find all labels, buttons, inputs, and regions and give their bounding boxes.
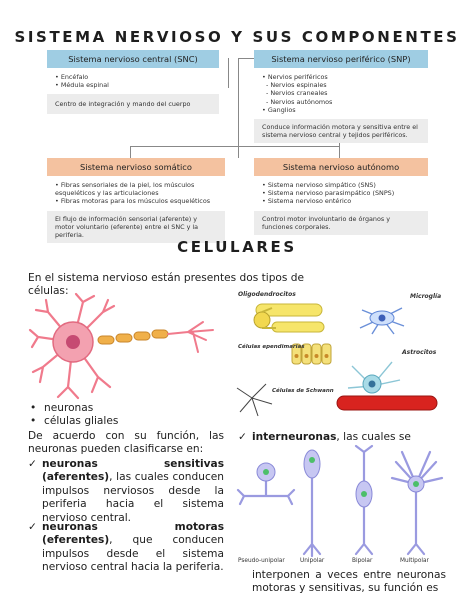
list-item: • Sistema nervioso parasimpático (SNPS) bbox=[262, 189, 428, 197]
section-title: CELULARES bbox=[177, 238, 297, 256]
glia-label-astro: Astrocitos bbox=[402, 349, 437, 356]
list-item: • células gliales bbox=[30, 415, 119, 427]
snc-card bbox=[47, 50, 219, 116]
connector-line bbox=[228, 58, 229, 88]
list-item: • Ganglios bbox=[262, 106, 428, 114]
somatico-note: El flujo de información sensorial (aferente) y motor voluntario (eferente) entre el SNC y la periferia. bbox=[47, 211, 225, 244]
autonomo-card bbox=[254, 158, 428, 236]
snp-card bbox=[254, 50, 428, 138]
list-item: • Sistema nervioso simpático (SNS) bbox=[262, 181, 428, 189]
somatico-card bbox=[47, 158, 225, 240]
inter-item bbox=[238, 431, 446, 444]
somatico-list bbox=[47, 176, 225, 206]
sensitivas-item bbox=[28, 458, 224, 525]
clasif-intro: De acuerdo con su función, las neuronas pueden clasificarse en: bbox=[28, 430, 224, 456]
snc-note: Centro de integración y mando del cuerpo bbox=[47, 94, 219, 114]
type-label: Pseudo-unipolar bbox=[238, 558, 285, 564]
inter-text: , las cuales se bbox=[336, 431, 411, 443]
somatico-header: Sistema nervioso somático bbox=[47, 158, 225, 176]
autonomo-list bbox=[254, 176, 428, 206]
checkmark-icon: ✓ bbox=[28, 521, 37, 533]
glia-label-micro: Microglía bbox=[410, 293, 442, 300]
autonomo-header: Sistema nervioso autónomo bbox=[254, 158, 428, 176]
list-item: • Nervios periféricos bbox=[262, 73, 428, 81]
sensitivas-label: neuronas sensitivas (aferentes) bbox=[42, 458, 224, 484]
bullet-glia: células gliales bbox=[44, 415, 119, 427]
list-item: • Sistema nervioso entérico bbox=[262, 197, 428, 205]
bullet-neuronas: neuronas bbox=[44, 402, 94, 414]
connector-line bbox=[130, 146, 340, 147]
motoras-text: , que conducen impulsos desde el sistema nervioso central hacia la periferia. bbox=[42, 534, 224, 574]
list-item: - Nervios autónomos bbox=[262, 98, 428, 106]
neuron-illustration bbox=[28, 292, 228, 402]
snp-list bbox=[254, 68, 428, 114]
type-label: Unipolar bbox=[300, 558, 325, 564]
glia-label-schwann: Células de Schwann bbox=[272, 388, 334, 394]
motoras-item bbox=[28, 521, 224, 575]
list-item: • Médula espinal bbox=[55, 81, 219, 89]
motoras-label: neuronas motoras (eferentes) bbox=[42, 521, 224, 547]
connector-line bbox=[238, 58, 239, 158]
inter-tail: interponen a veces entre neuronas motoras y sensitivas, su función es bbox=[252, 569, 446, 595]
intro-text: En el sistema nervioso están presentes dos tipos de células: bbox=[28, 272, 305, 298]
connector-line bbox=[130, 146, 131, 158]
checkmark-icon: ✓ bbox=[238, 431, 247, 443]
sensitivas-text: , las cuales conducen impulsos nerviosos desde la periferia hacia el sistema nervioso central. bbox=[42, 471, 224, 524]
glia-label-epend: Células ependimarias bbox=[238, 344, 305, 350]
list-item: • Fibras motoras para los músculos esqueléticos bbox=[55, 197, 225, 205]
glia-illustration bbox=[232, 288, 446, 420]
snc-header: Sistema nervioso central (SNC) bbox=[47, 50, 219, 68]
list-item: • Fibras sensoriales de la piel, los músculos esqueléticos y las articulaciones bbox=[55, 181, 225, 197]
neuron-types-illustration bbox=[236, 444, 446, 564]
snp-header: Sistema nervioso periférico (SNP) bbox=[254, 50, 428, 68]
checkmark-icon: ✓ bbox=[28, 458, 37, 470]
snp-note: Conduce información motora y sensitiva entre el sistema nervioso central y tejidos periféricos. bbox=[254, 119, 428, 143]
autonomo-note: Control motor involuntario de órganos y funciones corporales. bbox=[254, 211, 428, 235]
page-title: SISTEMA NERVIOSO Y SUS COMPONENTES bbox=[14, 28, 460, 46]
type-label: Multipolar bbox=[400, 558, 429, 564]
inter-label: interneuronas bbox=[252, 431, 337, 443]
list-item: - Nervios craneales bbox=[262, 89, 428, 97]
list-item: • neuronas bbox=[30, 402, 94, 414]
type-label: Bipolar bbox=[352, 558, 373, 564]
list-item: - Nervios espinales bbox=[262, 81, 428, 89]
glia-label-oligo: Oligodendrocitos bbox=[238, 291, 296, 298]
list-item: • Encéfalo bbox=[55, 73, 219, 81]
snc-list bbox=[47, 68, 219, 89]
connector-line bbox=[339, 146, 340, 158]
